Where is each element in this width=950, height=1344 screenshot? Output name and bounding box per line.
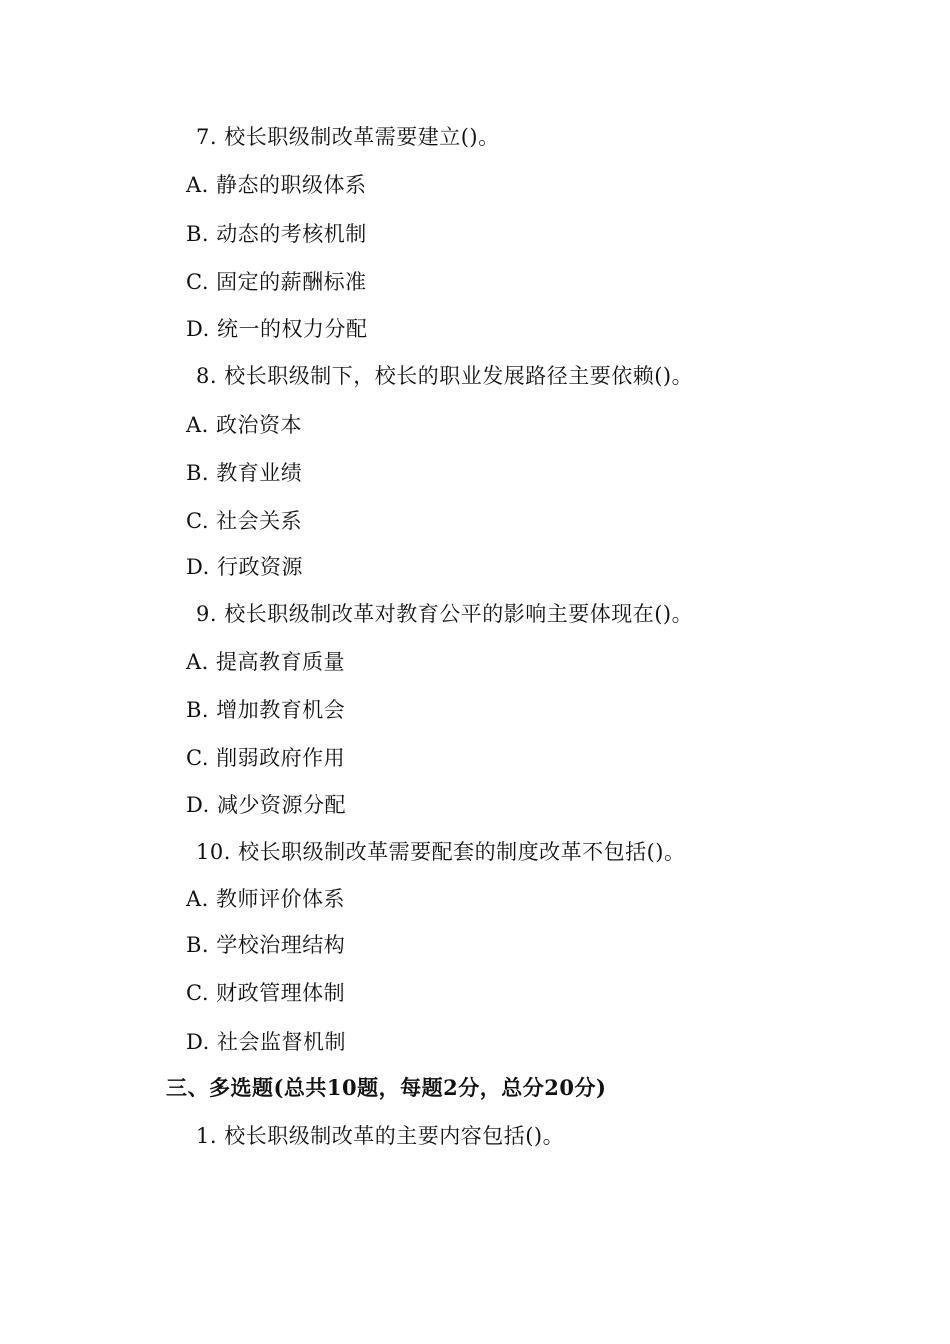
- question-7-option-a: A. 静态的职级体系: [186, 173, 367, 197]
- question-9-option-d: D. 减少资源分配: [186, 793, 346, 817]
- question-7-option-b: B. 动态的考核机制: [186, 222, 367, 246]
- question-7-stem: 7. 校长职级制改革需要建立()。: [196, 125, 500, 149]
- section-heading-multiple-choice: 三、多选题(总共10题，每题2分，总分20分): [166, 1075, 607, 1100]
- question-7-option-d: D. 统一的权力分配: [186, 317, 368, 341]
- question-10-option-c: C. 财政管理体制: [186, 981, 346, 1005]
- question-9-option-c: C. 削弱政府作用: [186, 746, 346, 770]
- question-8-option-d: D. 行政资源: [186, 555, 303, 579]
- question-8-option-a: A. 政治资本: [186, 413, 303, 437]
- question-10-option-a: A. 教师评价体系: [186, 887, 346, 911]
- question-10-stem: 10. 校长职级制改革需要配套的制度改革不包括()。: [196, 840, 686, 864]
- question-7-option-c: C. 固定的薪酬标准: [186, 270, 367, 294]
- multi-question-1-stem: 1. 校长职级制改革的主要内容包括()。: [196, 1124, 565, 1148]
- question-8-option-b: B. 教育业绩: [186, 461, 303, 485]
- question-10-option-d: D. 社会监督机制: [186, 1030, 346, 1054]
- question-9-stem: 9. 校长职级制改革对教育公平的影响主要体现在()。: [196, 602, 694, 626]
- question-10-option-b: B. 学校治理结构: [186, 933, 346, 957]
- question-9-option-a: A. 提高教育质量: [186, 650, 346, 674]
- question-8-stem: 8. 校长职级制下，校长的职业发展路径主要依赖()。: [196, 364, 694, 388]
- question-9-option-b: B. 增加教育机会: [186, 698, 346, 722]
- question-8-option-c: C. 社会关系: [186, 509, 303, 533]
